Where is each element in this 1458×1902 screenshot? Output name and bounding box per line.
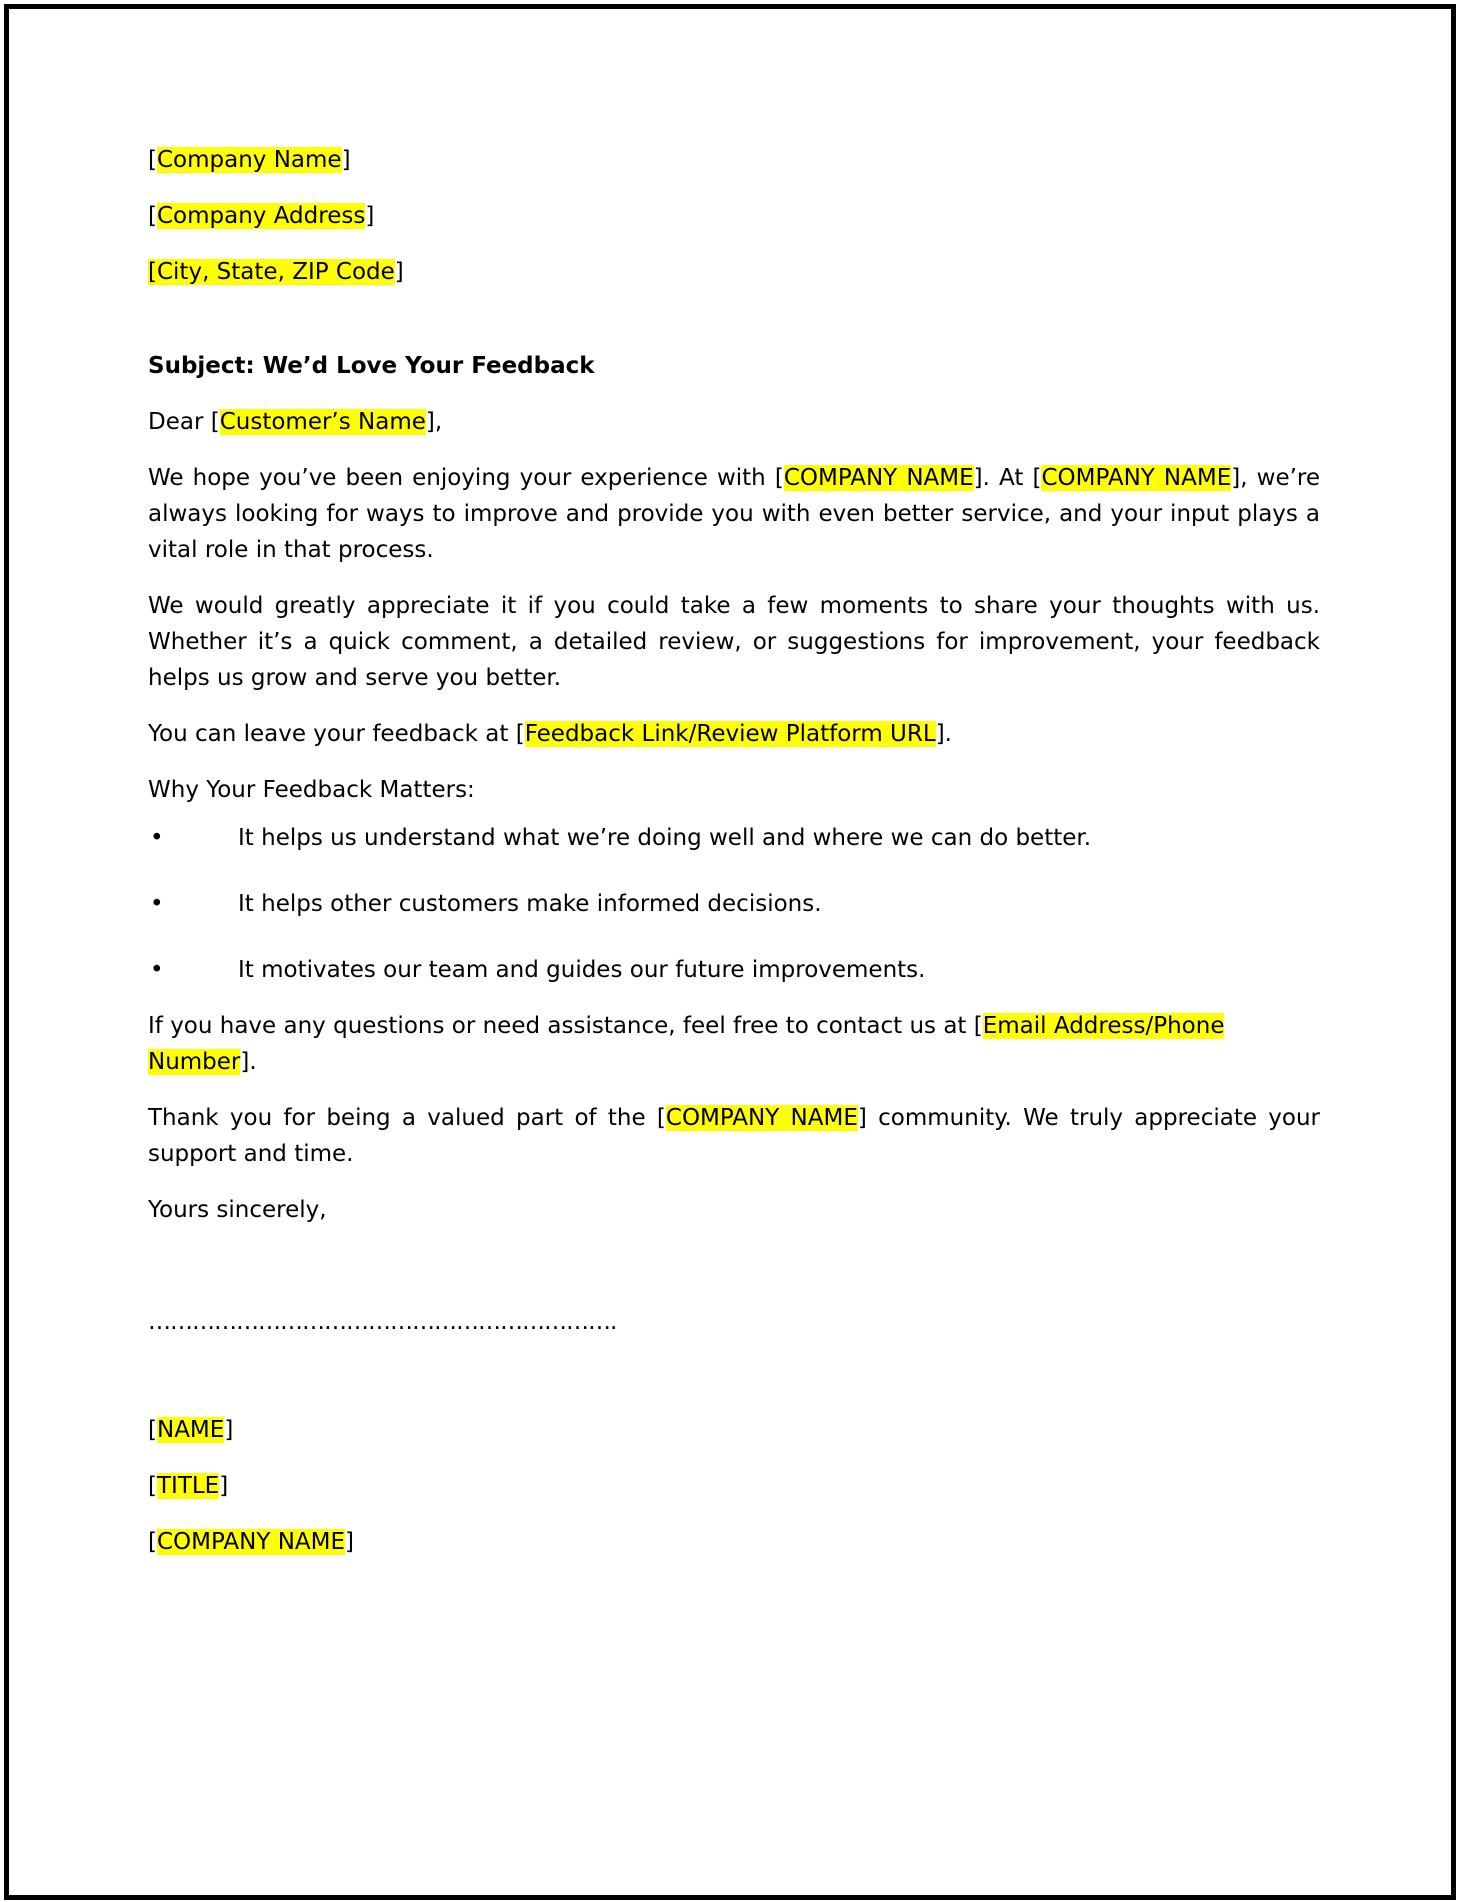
list-item: • It motivates our team and guides our future improvements. [148,952,1320,988]
customer-name-placeholder: Customer’s Name [219,409,426,435]
company-name-placeholder: Company Name [156,147,342,173]
salutation: Dear [Customer’s Name], [148,409,443,435]
request-paragraph: We would greatly appreciate it if you could take a few moments to share your thoughts with us. Whether it’s a quick comment, a detailed review, or suggestions for improvement, your feedback helps us grow and serve you better. [148,593,1320,691]
bullet-icon: • [150,825,164,851]
company-address-placeholder: Company Address [156,203,366,229]
city-state-zip-line: [City, State, ZIP Code] [148,259,404,285]
signer-title-line: [TITLE] [148,1473,229,1499]
intro-paragraph: We hope you’ve been enjoying your experience with [COMPANY NAME]. At [COMPANY NAME], we’re always looking for ways to improve and provide you with even better service, and your input plays a vital role in that process. [148,465,1320,563]
contact-placeholder: Email Address/Phone Number [148,1013,1225,1075]
company-name-placeholder: COMPANY NAME [783,465,974,491]
company-name-line: [Company Name] [148,147,351,173]
list-item: • It helps other customers make informed decisions. [148,886,1320,922]
closing: Yours sincerely, [148,1197,327,1223]
signer-title-placeholder: TITLE [156,1473,220,1499]
letter-body [148,142,1320,1580]
list-item: • It helps us understand what we’re doing well and where we can do better. [148,820,1320,856]
subject-line: Subject: We’d Love Your Feedback [148,353,595,379]
signer-name-line: [NAME] [148,1417,234,1443]
signer-company-placeholder: COMPANY NAME [156,1529,346,1555]
bullet-icon: • [150,957,164,983]
feedback-link-placeholder: Feedback Link/Review Platform URL [524,721,936,747]
document-page [4,4,1456,1900]
feedback-link-paragraph: You can leave your feedback at [Feedback Link/Review Platform URL]. [148,721,952,747]
contact-paragraph: If you have any questions or need assistance, feel free to contact us at [Email Address/Phone Number]. [148,1013,1225,1075]
signature-line: ………………………………………………………. [148,1309,617,1335]
thank-you-paragraph: Thank you for being a valued part of the [COMPANY NAME] community. We truly appreciate your support and time. [148,1105,1320,1167]
why-feedback-heading: Why Your Feedback Matters: [148,777,475,803]
feedback-reasons-list [148,820,1320,988]
company-address-line: [Company Address] [148,203,375,229]
signer-company-line: [COMPANY NAME] [148,1529,354,1555]
bullet-icon: • [150,891,164,917]
sender-address-block [148,142,1320,290]
signer-name-placeholder: NAME [156,1417,225,1443]
signature-block [148,1412,1320,1560]
company-name-placeholder: COMPANY NAME [1041,465,1232,491]
company-name-placeholder: COMPANY NAME [665,1105,858,1131]
city-state-zip-placeholder: City, State, ZIP Code [156,259,395,285]
